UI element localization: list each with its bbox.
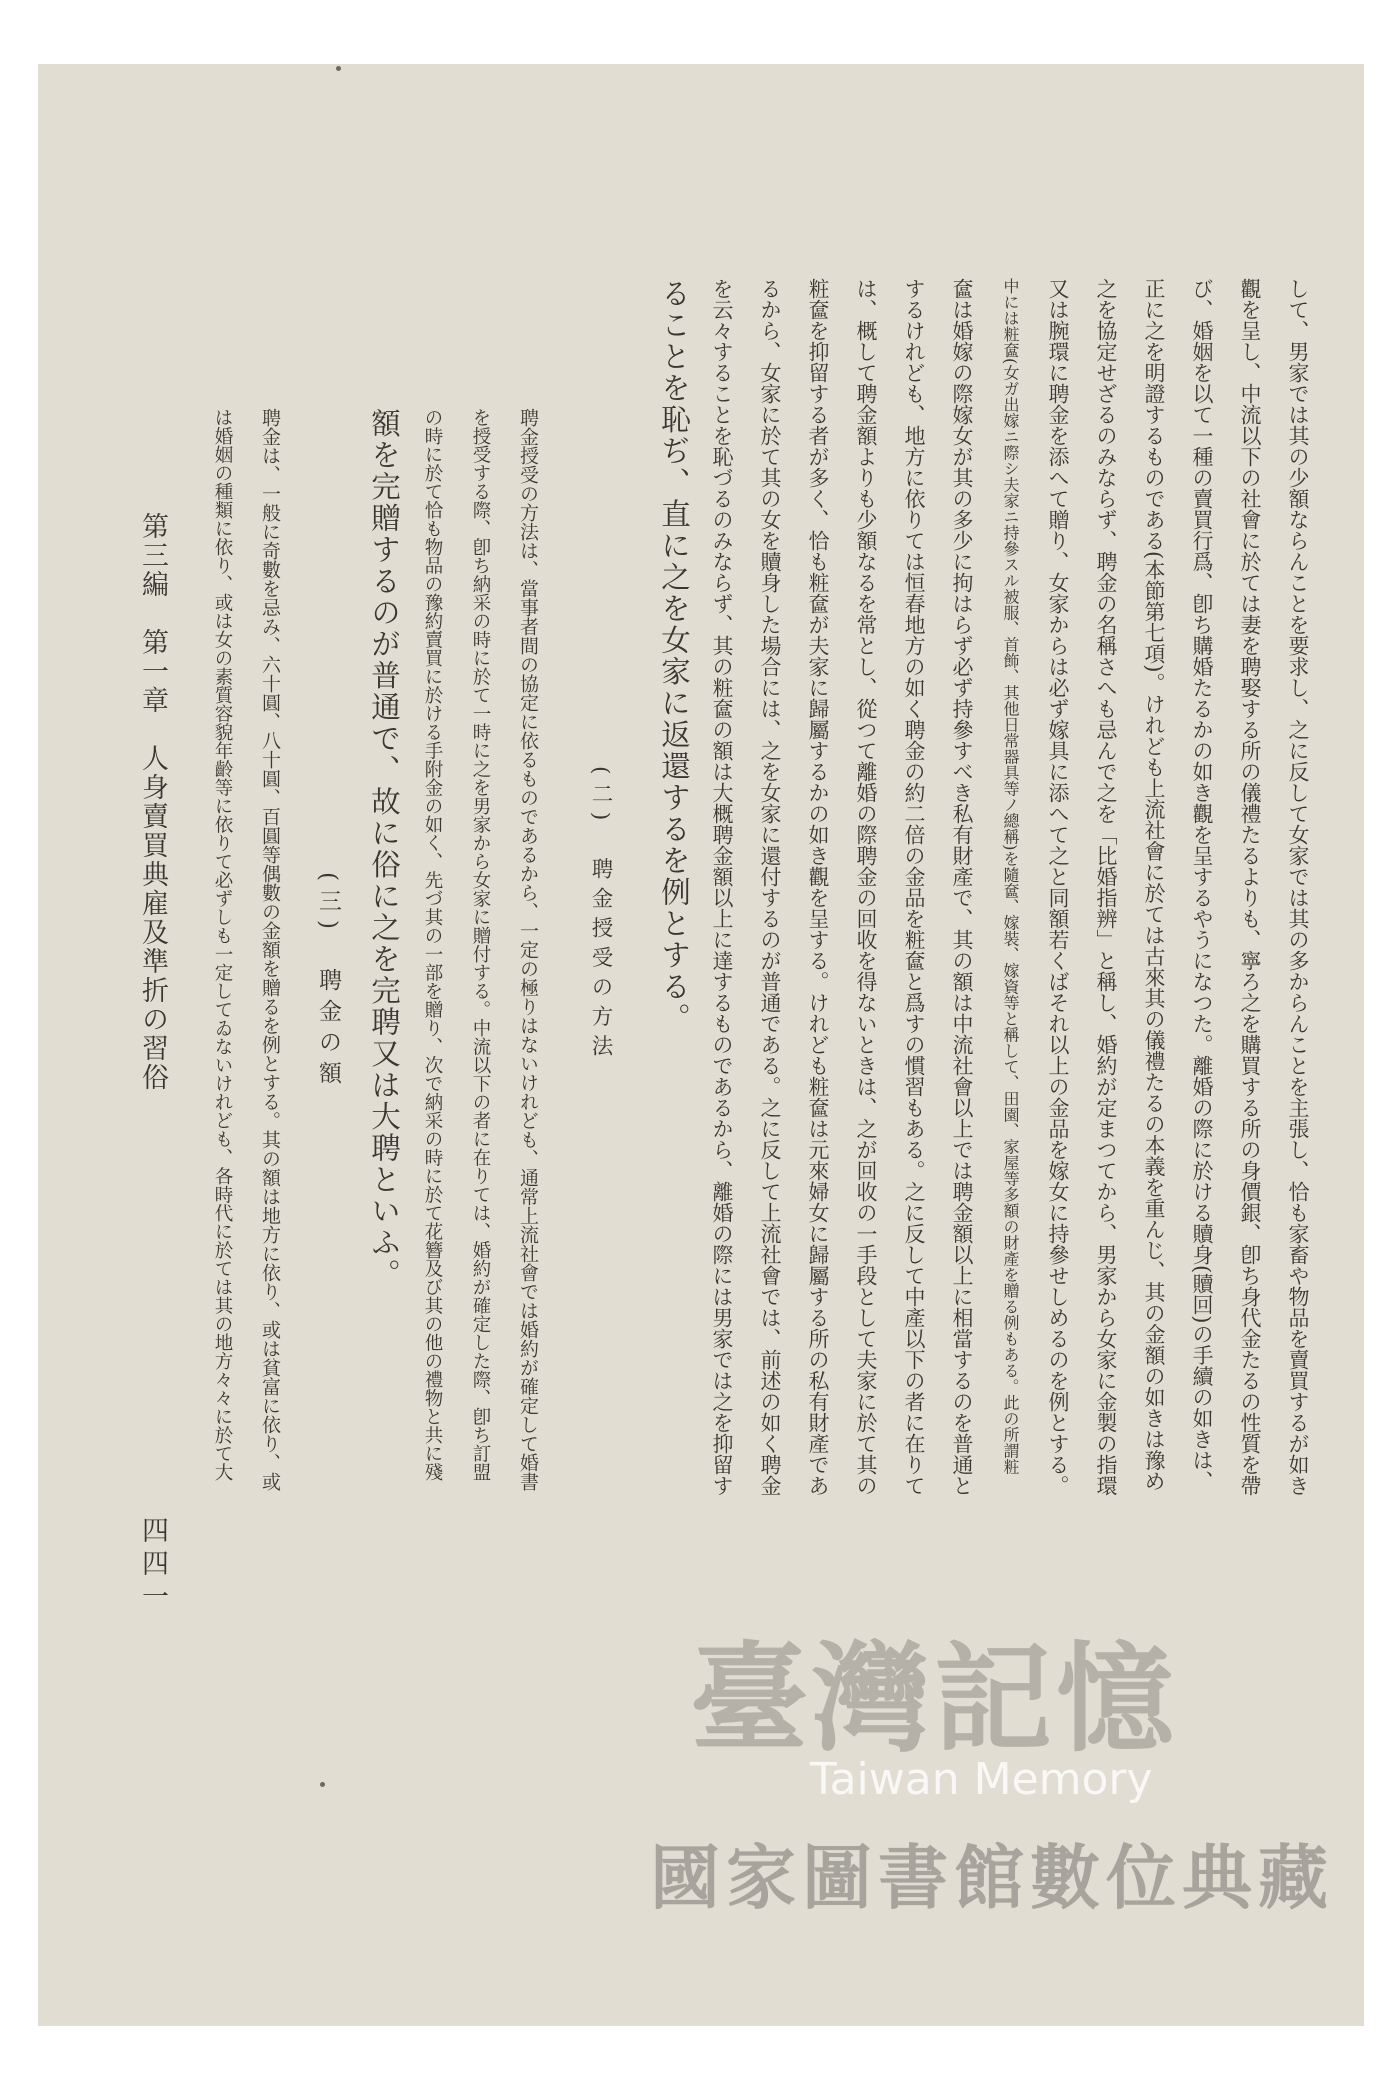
page-number: 四四一 [137, 1516, 168, 1615]
section-three-title: (三) 聘金の額 [315, 872, 341, 1092]
text-line: 奩は婚嫁の際嫁女が其の多少に拘はらず必ず持參すべき私有財產で、其の額は中流社會以上では聘金額以上に相當するのを普通と [950, 278, 974, 1496]
text-line: 聘金は、一般に奇數を忌み、六十圓、八十圓、百圓等偶數の金額を贈るを例とする。其の額は地方に依り、或は貧富に依り、或 [259, 408, 281, 1491]
text-line: 中には粧奩(女ガ出嫁ニ際シ夫家ニ持參スル被服、首飾、其他日常器具等ノ總稱)を隨奩、嫁裝、嫁資等と稱して、田園、家屋等多額の財產を贈る例もある。此の所謂粧 [1001, 278, 1020, 1475]
running-header: 第三編 第一章 人身賣買典雇及準折の習俗 [137, 512, 168, 1092]
text-line: の時に於て恰も物品の豫約賣買に於ける手附金の如く、先づ其の一部を贈り、次で納采の時に於て花簪及び其の他の禮物と共に殘 [422, 408, 443, 1481]
text-line: 正に之を明證するものである(本節第七項)。けれども上流社會に於ては古來其の儀禮たるの本義を重んじ、其の金額の如きは豫め [1142, 278, 1166, 1492]
paragraph-three [198, 408, 294, 1508]
paragraph-two [360, 408, 552, 1508]
text-line: 之を協定せざるのみならず、聘金の名稱さへも忌んで之を「比婚指辨」と稱し、婚約が定まつてから、男家から女家に金製の指環 [1094, 278, 1118, 1496]
speck [336, 66, 341, 71]
text-line: を云々することを恥づるのみならず、其の粧奩の額は大概聘金額以上に達するものであるから、離婚の際には男家では之を抑留す [710, 278, 734, 1496]
watermark-latin-text: Taiwan Memory [810, 1754, 1153, 1805]
text-line: 聘金授受の方法は、當事者間の協定に依るものであるから、一定の極りはないけれども、通常上流社會では婚約が確定して婚書 [517, 408, 539, 1491]
section-two-title: (二) 聘金授受の方法 [588, 766, 613, 1065]
watermark-institution-text: 國家圖書館數位典藏 [650, 1837, 1334, 1919]
text-line: 觀を呈し、中流以下の社會に於ては妻を聘娶する所の儀禮たるよりも、寧ろ之を購買する所の身價銀、卽ち身代金たるの性質を帶 [1238, 278, 1262, 1496]
text-line: は、概して聘金額よりも少額なるを常とし、從つて離婚の際聘金の回收を得ないときは、之が回收の一手段として夫家に於て其の [854, 278, 878, 1496]
text-line: して、男家では其の少額ならんことを要求し、之に反して女家では其の多からんことを主張し、恰も家畜や物品を賣買するが如き [1286, 278, 1310, 1496]
scanned-page [38, 64, 1364, 2026]
text-line: を授受する際、卽ち納采の時に於て一時に之を男家から女家に贈付する。中流以下の者に在りては、婚約が確定した際、卽ち訂盟 [470, 408, 491, 1481]
text-line: 又は腕環に聘金を添へて贈り、女家からは必ず嫁具に添へて之と同額若くばそれ以上の金品を嫁女に持參せしめるのを例とする。 [1046, 278, 1070, 1496]
text-line: するけれども、地方に依りては恒春地方の如く聘金の約二倍の金品を粧奩と爲すの慣習もある。之に反して中產以下の者に在りて [902, 278, 926, 1496]
text-line: び、婚姻を以て一種の賣買行爲、卽ち購婚たるかの如き觀を呈するやうになつた。離婚の際に於ける贖身(贖回)の手續の如きは、 [1190, 278, 1214, 1492]
watermark-logo-text: 臺灣記憶 [690, 1629, 1179, 1768]
text-line: るから、女家に於て其の女を贖身した場合には、之を女家に還付するのが普通である。之に反して上流社會では、前述の如く聘金 [758, 278, 782, 1496]
speck [320, 1782, 325, 1787]
text-line: は婚姻の種類に依り、或は女の素質容貌年齡等に依りて必ずしも一定してゐないけれども、各時代に於ては其の地方々々に於て大 [212, 408, 233, 1481]
text-line: 粧奩を抑留する者が多く、恰も粧奩が夫家に歸屬するかの如き觀を呈する。けれども粧奩は元來婦女に歸屬する所の私有財產であ [806, 278, 830, 1496]
text-line: 額を完贈するのが普通で、故に俗に之を完聘又は大聘といふ。 [367, 408, 401, 1290]
paragraph-one [650, 278, 1322, 1508]
watermark [650, 1604, 1370, 2004]
text-line: ることを恥ぢ、直に之を女家に返還するを例とする。 [657, 278, 691, 1034]
